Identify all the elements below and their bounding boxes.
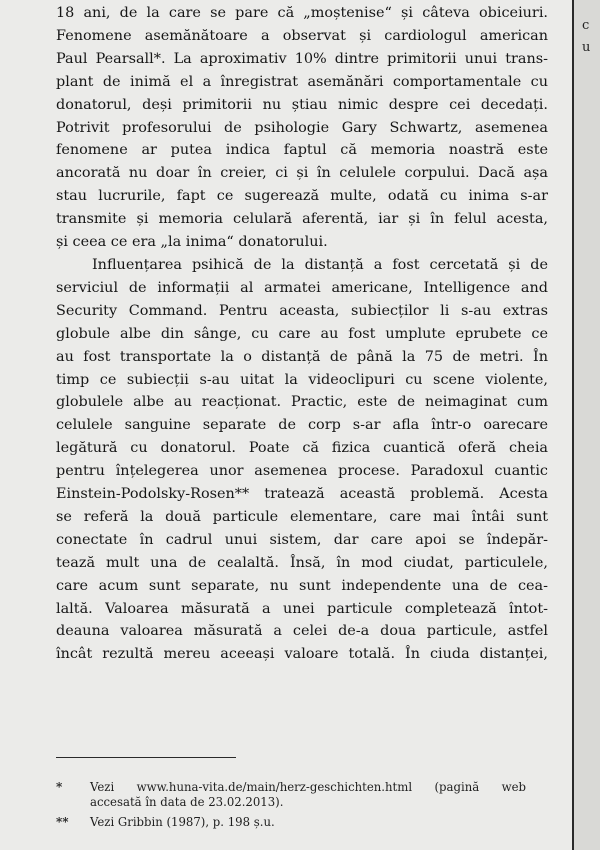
text-line: Potrivit profesorului de psihologie Gary Schwartz, asemenea	[56, 119, 548, 136]
adjacent-page-glyph: u	[582, 40, 591, 55]
text-line: laltă. Valoarea măsurată a unei particule completează întot-	[56, 600, 548, 617]
text-line: Einstein-Podolsky-Rosen** tratează această problemă. Acesta	[56, 486, 548, 503]
text-line: Security Command. Pentru aceasta, subiecților li s-au extras	[56, 302, 548, 319]
text-line: și ceea ce era „la inima“ donatorului.	[56, 234, 328, 251]
footnotes	[56, 757, 526, 830]
footnote-mark: **	[56, 815, 69, 830]
text-line: ancorată nu doar în creier, ci și în celulele corpului. Dacă așa	[56, 165, 548, 182]
text-line: transmite și memoria celulară aferentă, iar și în felul acesta,	[56, 211, 548, 228]
footnote	[56, 780, 526, 809]
text-line: plant de inimă el a înregistrat asemănări comportamentale cu	[56, 73, 548, 90]
text-line: Influențarea psihică de la distanță a fost cercetată și de	[92, 256, 548, 273]
adjacent-page-edge	[572, 0, 600, 850]
text-line: celulele sanguine separate de corp s-ar afla într-o oarecare	[56, 417, 548, 434]
text-line: conectate în cadrul unui sistem, dar care apoi se îndepăr-	[56, 531, 548, 548]
text-line: 18 ani, de la care se pare că „moștenise“ și câteva obiceiuri.	[56, 5, 548, 21]
text-line: donatorul, deși primitorii nu știau nimic despre cei decedați.	[56, 96, 548, 113]
text-line: timp ce subiecții s-au uitat la videoclipuri cu scene violente,	[56, 371, 548, 388]
text-line: tează mult una de cealaltă. Însă, în mod ciudat, particulele,	[56, 554, 548, 571]
text-line: stau lucrurile, fapt ce sugerează multe, odată cu inima s-ar	[56, 188, 548, 205]
text-line: deauna valoarea măsurată a celei de-a doua particule, astfel	[56, 623, 548, 640]
text-line: globulele albe au reacționat. Practic, este de neimaginat cum	[56, 394, 548, 411]
text-line: pentru înțelegerea unor asemenea procese. Paradoxul cuantic	[56, 463, 548, 480]
footnote-line: Vezi www.huna-vita.de/main/herz-geschichten.html (pagină web	[90, 780, 526, 794]
footnote	[56, 815, 526, 830]
footnote-mark: *	[56, 780, 63, 794]
text-line: fenomene ar putea indica faptul că memoria noastră este	[56, 142, 548, 159]
body-text	[56, 2, 548, 666]
footnote-line: Vezi Gribbin (1987), p. 198 ș.u.	[90, 815, 275, 830]
text-line: Fenomene asemănătoare a observat și cardiologul american	[56, 27, 548, 44]
text-line: care acum sunt separate, nu sunt independente una de cea-	[56, 577, 548, 594]
text-line: se referă la două particule elementare, care mai întâi sunt	[56, 508, 548, 525]
text-line: serviciul de informații al armatei americane, Intelligence and	[56, 279, 548, 296]
text-line: Paul Pearsall*. La aproximativ 10% dintre primitorii unui trans-	[56, 50, 548, 67]
footnote-divider	[56, 757, 236, 758]
text-line: au fost transportate la o distanță de până la 75 de metri. În	[56, 348, 548, 365]
text-line: legătură cu donatorul. Poate că fizica cuantică oferă cheia	[56, 440, 548, 457]
adjacent-page-glyph: c	[582, 18, 590, 33]
text-line: încât rezultă mereu aceeași valoare totală. În ciuda distanței,	[56, 646, 548, 663]
text-line: globule albe din sânge, cu care au fost umplute eprubete ce	[56, 325, 548, 342]
footnote-line: accesată în data de 23.02.2013).	[90, 794, 284, 809]
